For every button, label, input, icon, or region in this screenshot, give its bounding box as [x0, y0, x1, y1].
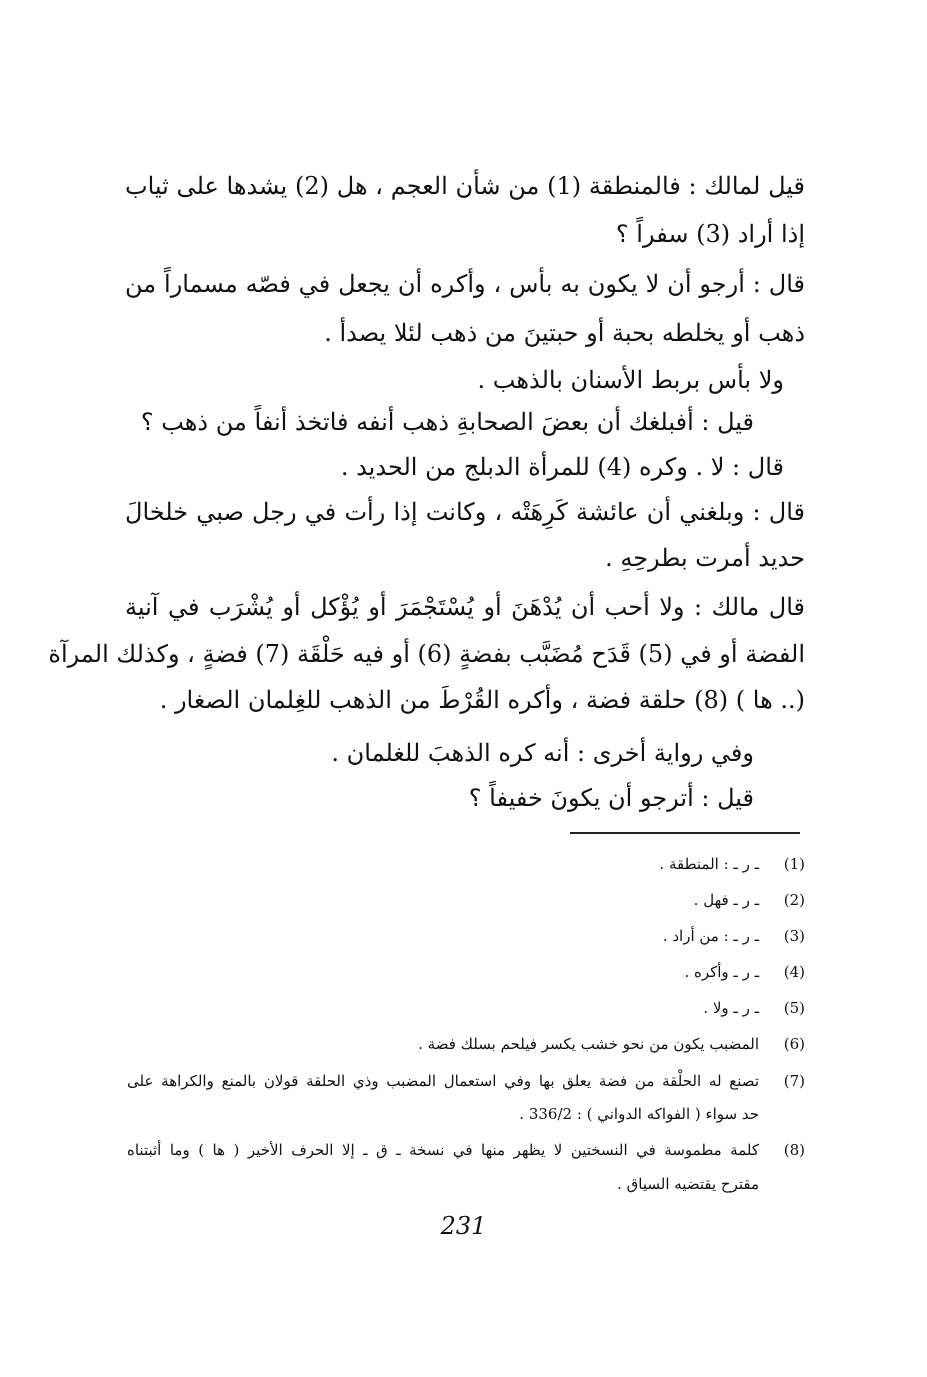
footnote-number: (2)	[783, 891, 805, 909]
text-line: وفي رواية أخرى : أنه كره الذهبَ للغلمان .	[331, 739, 754, 767]
footnote-number: (8)	[783, 1141, 805, 1159]
footnote-number: (1)	[783, 855, 805, 873]
text-line: قال : وبلغني أن عائشة كَرِهَتْه ، وكانت إذا رأت في رجل صبي خلخالَ	[125, 498, 805, 526]
text-line: قيل : أفبلغك أن بعضَ الصحابةِ ذهب أنفه فاتخذ أنفاً من ذهب ؟	[140, 408, 754, 436]
text-line: قال : لا . وكره (4) للمرأة الدبلج من الحديد .	[340, 453, 784, 481]
footnote-number: (5)	[783, 999, 805, 1017]
page-number: 231	[440, 1212, 487, 1240]
footnote-text: كلمة مطموسة في النسختين لا يظهر منها في نسخة ـ ق ـ إلا الحرف الأخير ( ها ) وما أثبتناه	[127, 1141, 759, 1159]
footnote-text: تصنع له الحلْقة من فضة يعلق بها وفي استعمال المضبب وذي الحلقة قولان بالمنع والكراهة على	[127, 1072, 759, 1090]
text-line: ولا بأس بربط الأسنان بالذهب .	[477, 366, 784, 394]
footnote-text: ـ ر ـ : المنطقة .	[659, 855, 759, 873]
footnote-text: مقترح يقتضيه السياق .	[617, 1175, 759, 1193]
footnote-text: ـ ر ـ : من أراد .	[662, 927, 759, 945]
text-line: إذا أراد (3) سفراً ؟	[615, 220, 805, 248]
footnote-text: حد سواء ( الفواكه الدواني ) : 336/2 .	[519, 1105, 759, 1123]
footnote-text: المضبب يكون من نحو خشب يكسر فيلحم بسلك فضة .	[418, 1035, 759, 1053]
footnote-text: ـ ر ـ فهل .	[693, 891, 759, 909]
text-line: قال : أرجو أن لا يكون به بأس ، وأكره أن يجعل في فصّه مسماراً من	[125, 270, 805, 298]
text-line: قيل : أترجو أن يكونَ خفيفاً ؟	[468, 784, 754, 812]
footnote-text: ـ ر ـ ولا .	[703, 999, 759, 1017]
text-line: قال مالك : ولا أحب أن يُدْهَنَ أو يُسْتَجْمَرَ أو يُؤْكل أو يُشْرَب في آنية	[125, 593, 805, 621]
text-line: قيل لمالك : فالمنطقة (1) من شأن العجم ، هل (2) يشدها على ثياب	[125, 172, 805, 200]
text-line: ذهب أو يخلطه بحبة أو حبتينَ من ذهب لئلا يصدأ .	[324, 319, 805, 347]
footnote-text: ـ ر ـ وأكره .	[684, 963, 759, 981]
text-line: (.. ها ) (8) حلقة فضة ، وأكره القُرْطَ من الذهب للغِلمان الصغار .	[159, 686, 805, 714]
footnote-number: (6)	[783, 1035, 805, 1053]
footnote-separator	[570, 832, 800, 834]
footnote-number: (3)	[783, 927, 805, 945]
text-line: حديد أمرت بطرحِهِ .	[605, 544, 805, 572]
text-line: الفضة أو في (5) قَدَح مُضَبَّب بفضةٍ (6) أو فيه حَلْقَة (7) فضةٍ ، وكذلك المرآة	[48, 640, 805, 668]
footnote-number: (4)	[783, 963, 805, 981]
footnote-number: (7)	[783, 1072, 805, 1090]
